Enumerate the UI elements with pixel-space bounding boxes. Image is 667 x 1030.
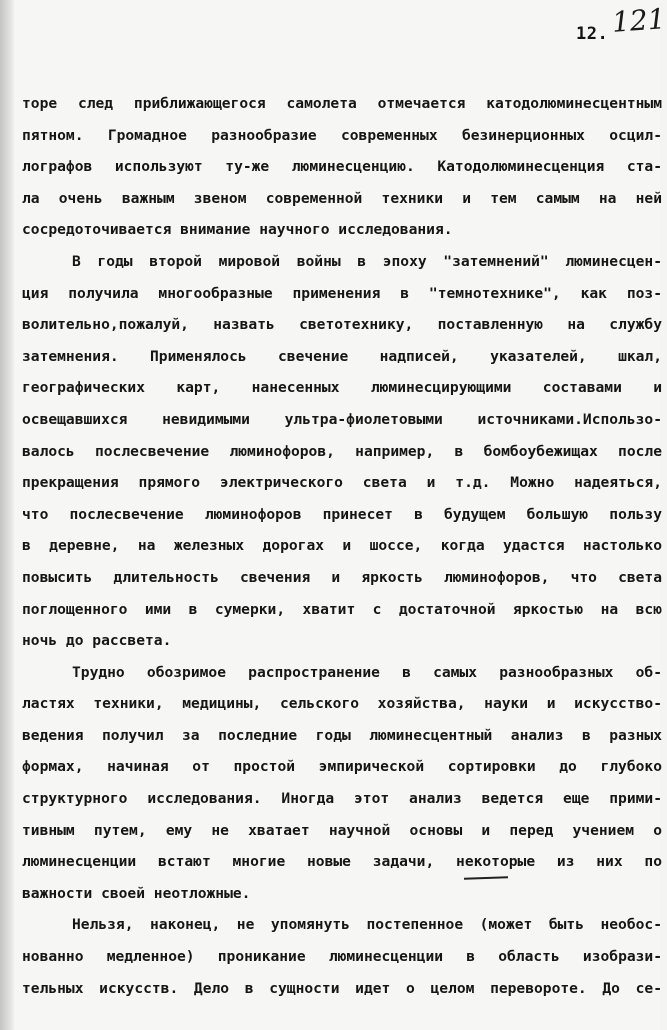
text-line: затемнения. Применялось свечение надписей, указателей, шкал, <box>22 347 662 365</box>
text-line: ночь до рассвета. <box>22 632 172 650</box>
text-line: в деревне, на железных дорогах и шоссе, когда удастся настолько <box>22 537 662 555</box>
paragraph-start-line: Трудно обозримое распространение в самых разнообразных об- <box>72 663 662 681</box>
text-line: пятном. Громадное разнообразие современных безинерционных осцил- <box>22 126 662 144</box>
text-line: формах, начиная от простой эмпирической сортировки до глубоко <box>22 758 662 776</box>
text-line: ластях техники, медицины, сельского хозяйства, науки и искусство- <box>22 695 662 713</box>
text-line: тельных искусств. Дело в сущности идет о целом перевороте. До се- <box>22 979 662 997</box>
text-line: сосредоточивается внимание научного исследования. <box>22 221 453 239</box>
paragraph-start-line: Нельзя, наконец, не упомянуть постепенное (может быть необос- <box>72 916 662 934</box>
text-line: поглощенного ими в сумерки, хватит с достаточной яркостью на всю <box>22 600 662 618</box>
handwritten-page-number: 121 <box>610 2 667 39</box>
text-line: лографов используют ту-же люминесценцию. Катодолюминесценция ста- <box>22 158 662 176</box>
text-line: люминесценции встают многие новые задачи, некоторые из них по <box>22 853 662 871</box>
text-line: ведения получил за последние годы люминесцентный анализ в разных <box>22 726 662 744</box>
page-number: 12. <box>576 24 609 44</box>
text-line: важности своей неотложные. <box>22 884 251 902</box>
text-line: ция получила многообразные применения в "темнотехнике", как поз- <box>22 284 662 302</box>
text-line: волительно,пожалуй, назвать светотехнику, поставленную на службу <box>22 316 662 334</box>
text-line: ла очень важным звеном современной техники и тем самым на ней <box>22 189 662 207</box>
text-line: торе след приближающегося самолета отмечается катодолюминесцентным <box>22 95 662 112</box>
text-line: что послесвечение люминофоров принесет в будущем большую пользу <box>22 505 662 523</box>
text-line: структурного исследования. Иногда этот анализ ведется еще прими- <box>22 790 662 808</box>
text-line: прекращения прямого электрического света и т.д. Можно надеяться, <box>22 474 662 492</box>
text-line: валось послесвечение люминофоров, например, в бомбоубежищах после <box>22 442 662 460</box>
body-text <box>22 88 662 1004</box>
scan-edge-shadow <box>0 0 14 1030</box>
text-line: освещавшихся невидимыми ультра-фиолетовыми источниками.Использо- <box>22 410 662 428</box>
text-line: нованно медленное) проникание люминесценции в область изобрази- <box>22 948 662 966</box>
text-line: географических карт, нанесенных люминесцирующими составами и <box>22 379 662 397</box>
text-line: повысить длительность свечения и яркость люминофоров, что света <box>22 568 662 586</box>
text-line: тивным путем, ему не хватает научной основы и перед учением о <box>22 821 662 839</box>
paragraph-start-line: В годы второй мировой войны в эпоху "затемнений" люминесцен- <box>72 252 662 270</box>
